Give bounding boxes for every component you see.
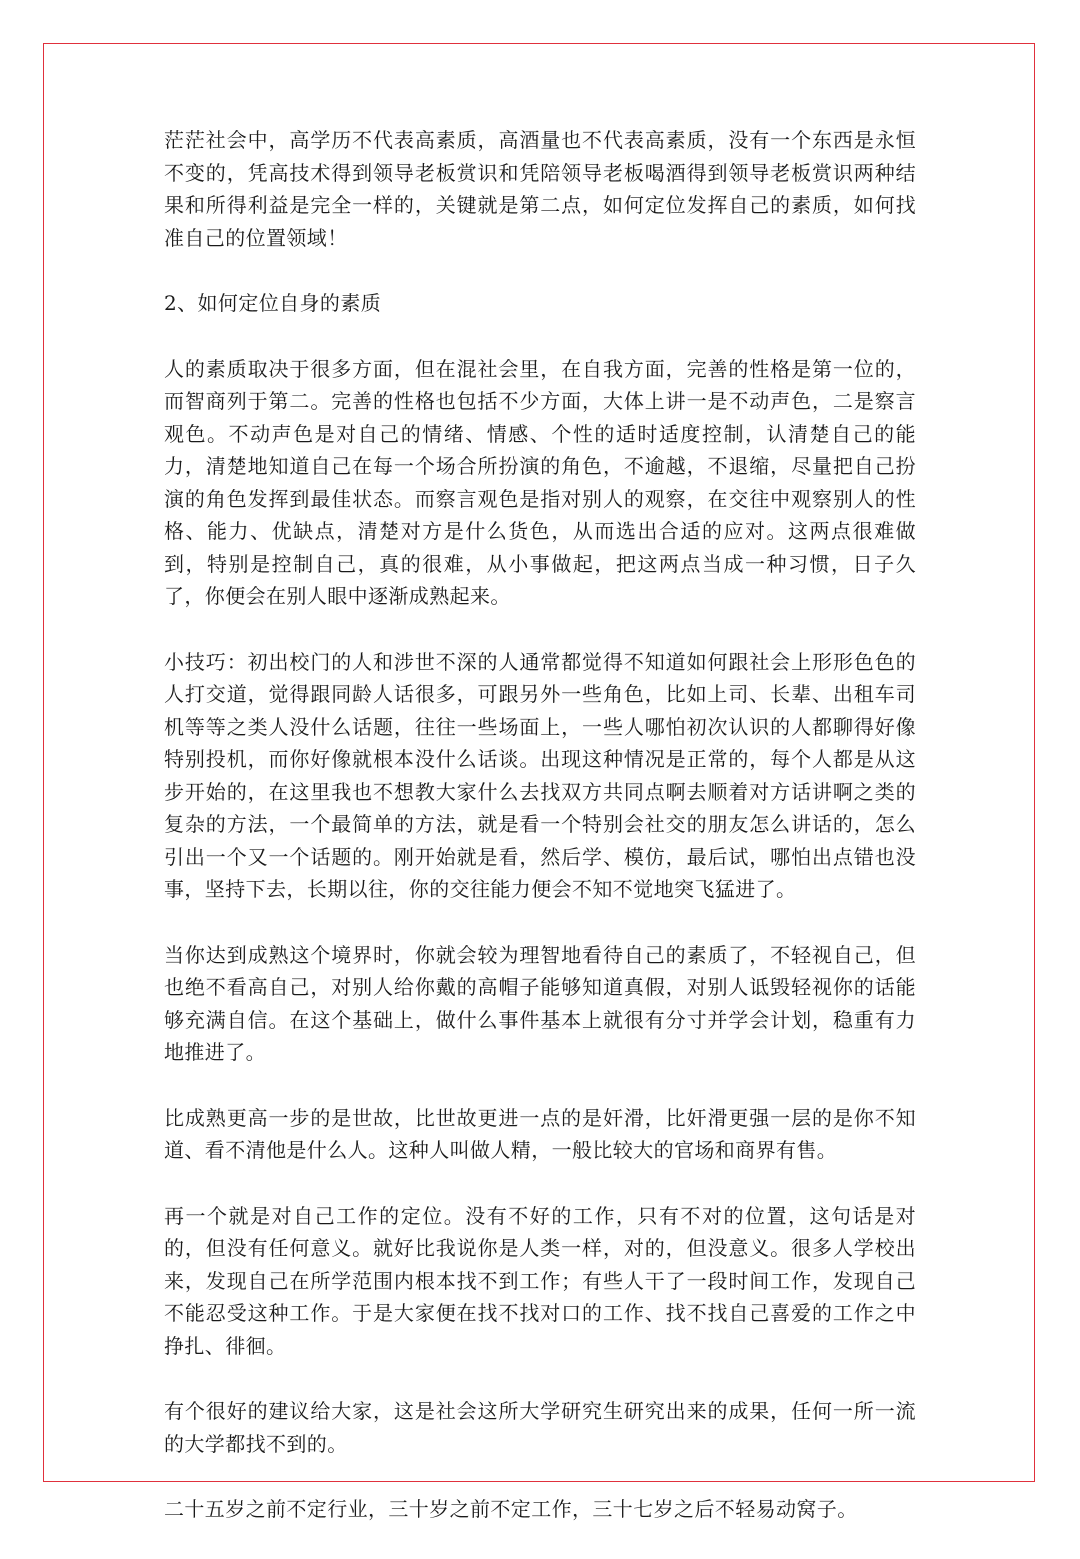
paragraph-tip: 小技巧：初出校门的人和涉世不深的人通常都觉得不知道如何跟社会上形形色色的人打交道，觉得跟同龄人话很多，可跟另外一些角色，比如上司、长辈、出租车司机等等之类人没什么话题，往往一些场面上，一些人哪怕初次认识的人都聊得好像特别投机，而你好像就根本没什么话谈。出现这种情况是正常的，每个人都是从这步开始的，在这里我也不想教大家什么去找双方共同点啊去顺着对方话讲啊之类的复杂的方法，一个最简单的方法，就是看一个特别会社交的朋友怎么讲话的，怎么引出一个又一个话题的。刚开始就是看，然后学、模仿，最后试，哪怕出点错也没事，坚持下去，长期以往，你的交往能力便会不知不觉地突飞猛进了。 — [164, 649, 916, 901]
paragraph-job-position: 再一个就是对自己工作的定位。没有不好的工作，只有不对的位置，这句话是对的，但没有任何意义。就好比我说你是人类一样，对的，但没意义。很多人学校出来，发现自己在所学范围内根本找不到工作；有些人干了一段时间工作，发现自己不能忍受这种工作。于是大家便在找不找对口的工作、找不找自己喜爱的工作之中挣扎、徘徊。 — [164, 1203, 916, 1358]
paragraph-maturity: 当你达到成熟这个境界时，你就会较为理智地看待自己的素质了，不轻视自己，但也绝不看高自己，对别人给你戴的高帽子能够知道真假，对别人诋毁轻视你的话能够充满自信。在这个基础上，做什么事件基本上就很有分寸并学会计划，稳重有力地推进了。 — [164, 942, 916, 1064]
paragraph-rule: 二十五岁之前不定行业，三十岁之前不定工作，三十七岁之后不轻易动窝子。 — [164, 1497, 858, 1521]
section-heading: 2、如何定位自身的素质 — [164, 291, 382, 315]
paragraph-character: 人的素质取决于很多方面，但在混社会里，在自我方面，完善的性格是第一位的，而智商列于第二。完善的性格也包括不少方面，大体上讲一是不动声色，二是察言观色。不动声色是对自己的情绪、情感、个性的适时适度控制，认清楚自己的能力，清楚地知道自己在每一个场合所扮演的角色，不逾越，不退缩，尽量把自己扮演的角色发挥到最佳状态。而察言观色是指对别人的观察，在交往中观察别人的性格、能力、优缺点，清楚对方是什么货色，从而选出合适的应对。这两点很难做到，特别是控制自己，真的很难，从小事做起，把这两点当成一种习惯，日子久了，你便会在别人眼中逐渐成熟起来。 — [164, 356, 916, 608]
paragraph-advice: 有个很好的建议给大家，这是社会这所大学研究生研究出来的成果，任何一所一流的大学都找不到的。 — [164, 1399, 916, 1456]
paragraph-sophistication: 比成熟更高一步的是世故，比世故更进一点的是奸滑，比奸滑更强一层的是你不知道、看不清他是什么人。这种人叫做人精，一般比较大的官场和商界有售。 — [164, 1105, 916, 1162]
document-body — [164, 124, 916, 1559]
paragraph-intro: 茫茫社会中，高学历不代表高素质，高酒量也不代表高素质，没有一个东西是永恒不变的，凭高技术得到领导老板赏识和凭陪领导老板喝酒得到领导老板赏识两种结果和所得利益是完全一样的，关键就是第二点，如何定位发挥自己的素质，如何找准自己的位置领域！ — [164, 128, 916, 250]
